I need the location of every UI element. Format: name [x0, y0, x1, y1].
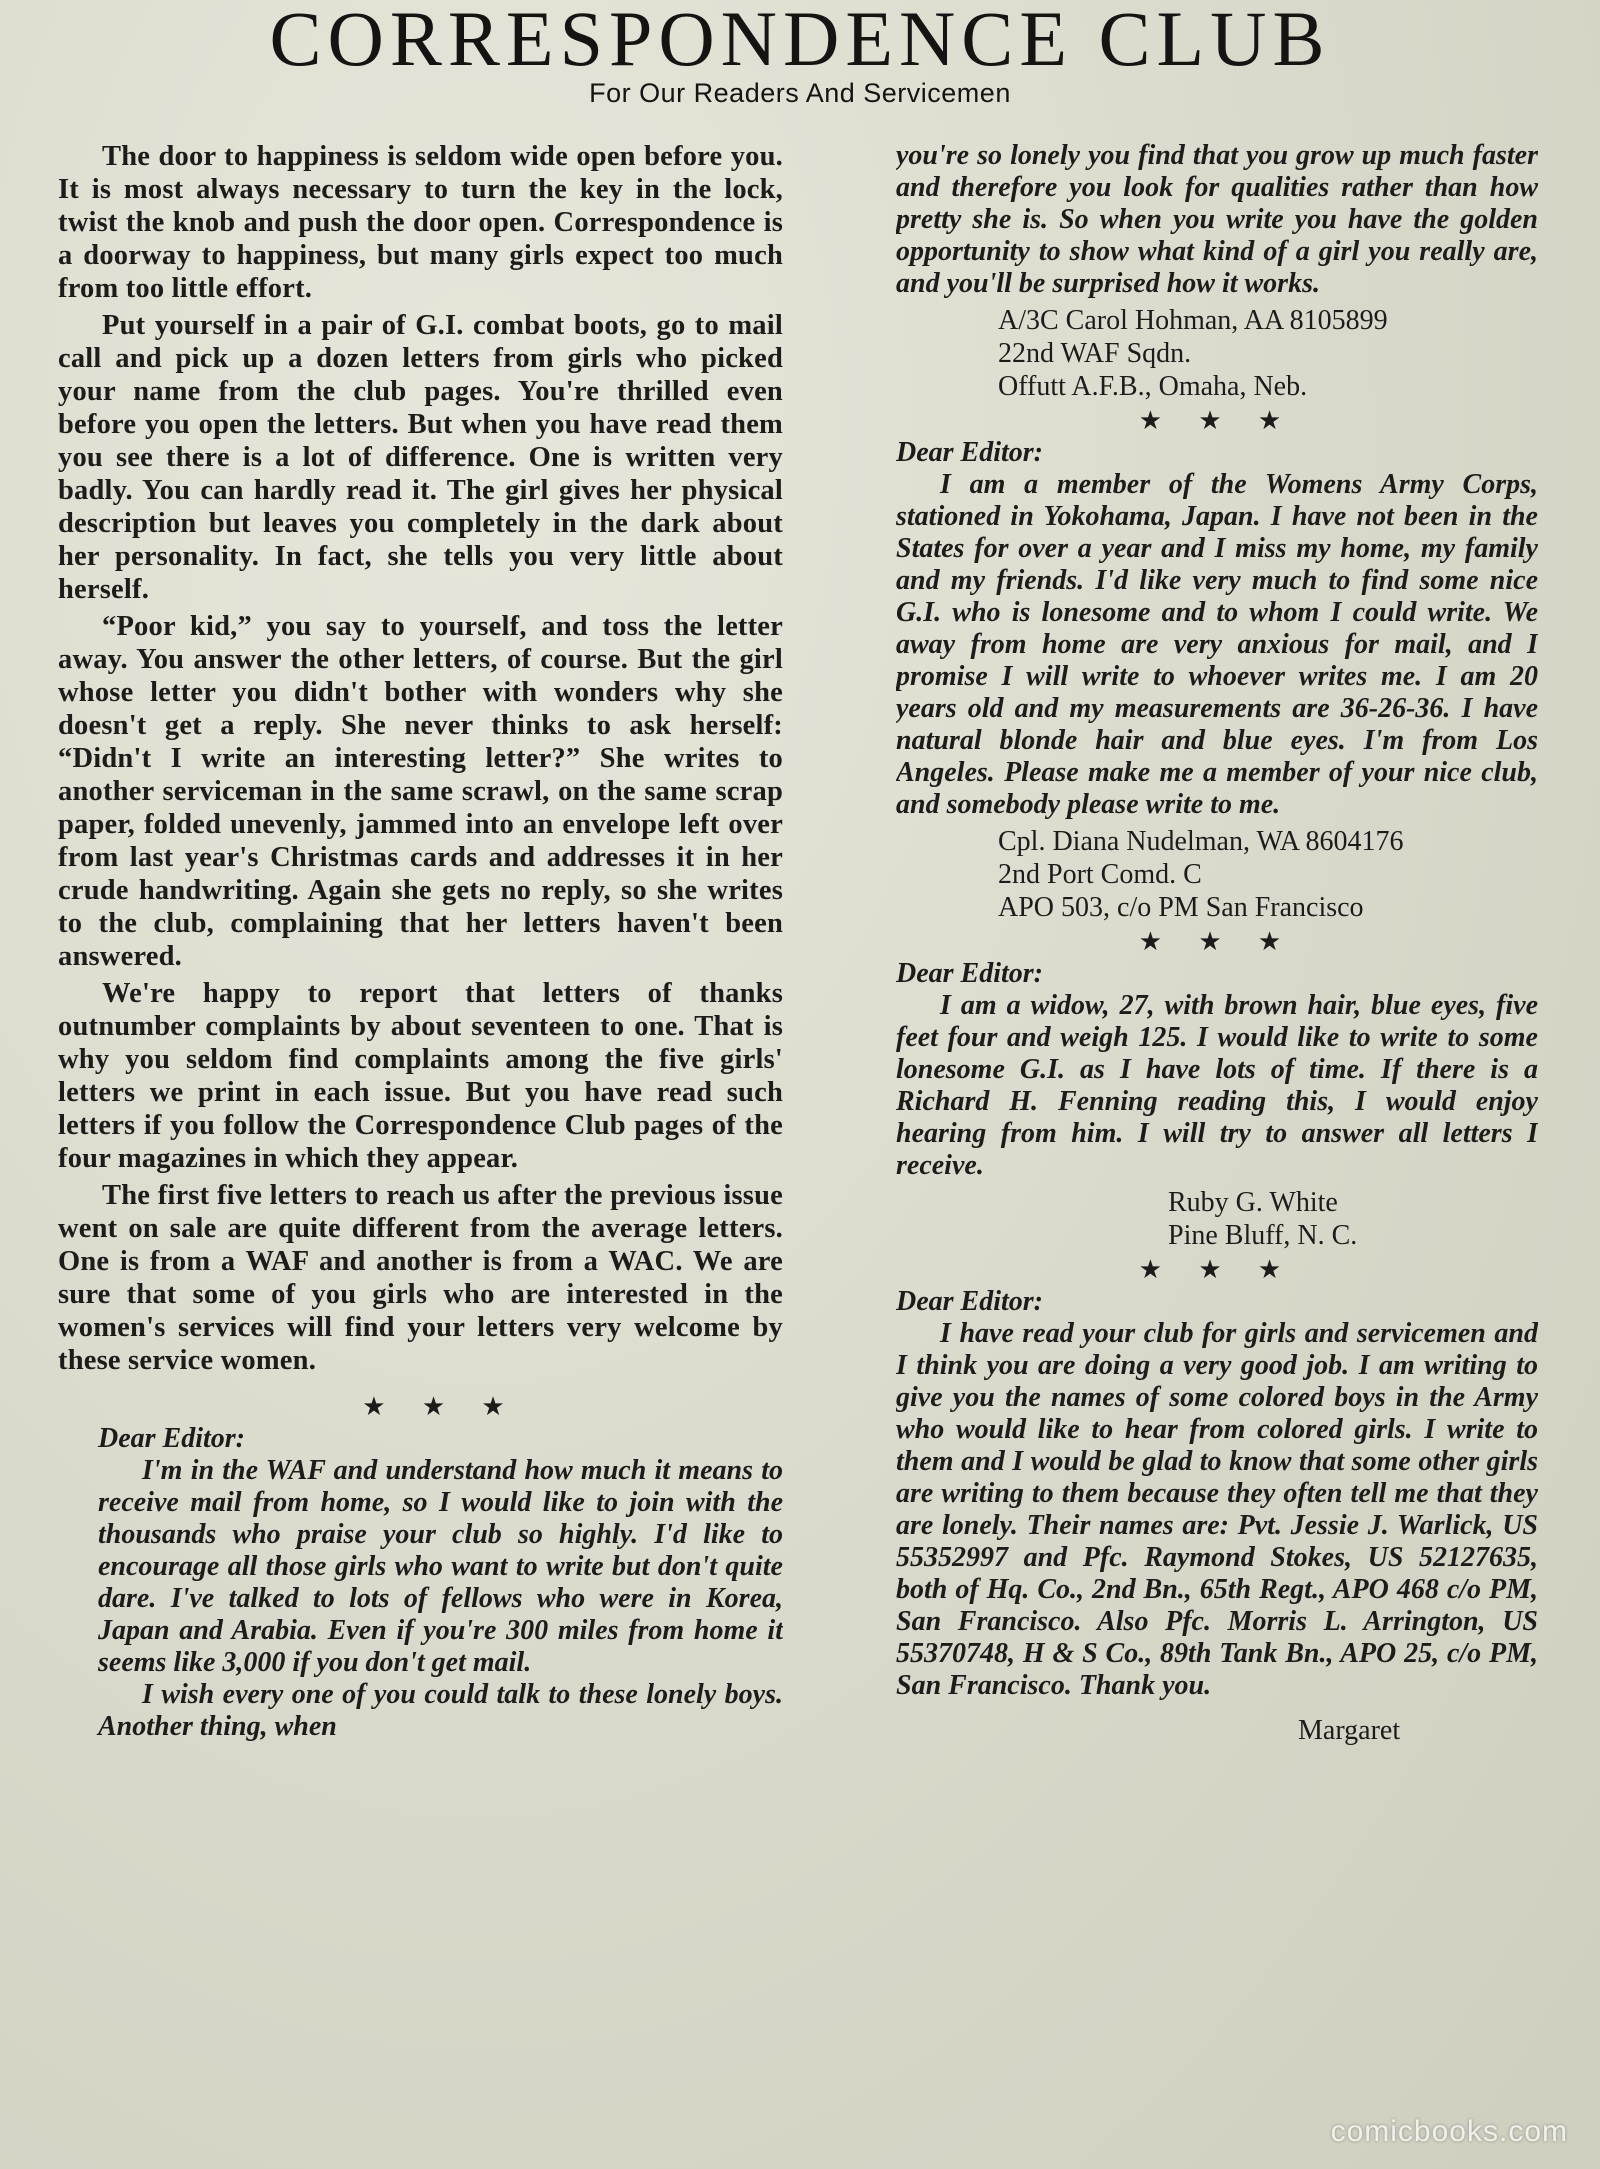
letter-greeting: Dear Editor: — [98, 1423, 245, 1454]
signature-line: Margaret — [1298, 1715, 1401, 1746]
section-divider-stars: ★ ★ ★ — [1138, 927, 1296, 957]
intro-paragraph: We're happy to report that letters of thanks outnumber complaints by about seventeen to one. That is why you seldom find complaints among the five girls' letters we print in each issue. But you have read such letters if you follow the Correspondence Club pages of the four magazines in which they appear. — [58, 978, 783, 1174]
signature-line: 2nd Port Comd. C — [998, 859, 1202, 890]
letter-paragraph: I have read your club for girls and servicemen and I think you are doing a very good job. I am writing to give you the names of some colored boys in the Army who would like to hear from colored girls. I write to them and I would be glad to know that some other girls are writing to them because they often tell me that they are lonely. Their names are: Pvt. Jessie J. Warlick, US 55352997 and Pfc. Raymond Stokes, US 52127635, both of Hq. Co., 2nd Bn., 65th Regt., APO 468 c/o PM, San Francisco. Also Pfc. Morris L. Arrington, US 55370748, H & S Co., 89th Tank Bn., APO 25, c/o PM, San Francisco. Thank you. — [896, 1318, 1538, 1701]
letter-paragraph: I am a widow, 27, with brown hair, blue eyes, five feet four and weigh 125. I would like to write to some lonesome G.I. as I have lots of time. If there is a Richard H. Fenning reading this, I would enjoy hearing from him. I will try to answer all letters I receive. — [896, 990, 1538, 1181]
letter-wac-diana — [896, 437, 1538, 821]
signature-block — [896, 304, 1538, 403]
page-title: CORRESPONDENCE CLUB — [269, 0, 1331, 82]
letter-paragraph: I'm in the WAF and understand how much it means to receive mail from home, so I would like to join with the thousands who praise your club so highly. I'd like to encourage all those girls who want to write but don't quite dare. I've talked to lots of fellows who were in Korea, Japan and Arabia. Even if you're 300 miles from home it seems like 3,000 if you don't get mail. — [98, 1455, 783, 1678]
letter-greeting: Dear Editor: — [896, 437, 1043, 468]
left-column — [58, 140, 783, 2105]
signature-block — [896, 1186, 1538, 1252]
editorial-intro — [58, 140, 783, 1377]
letter-ruby — [896, 958, 1538, 1182]
section-divider-stars: ★ ★ ★ — [1138, 1255, 1296, 1285]
signature-line: Cpl. Diana Nudelman, WA 8604176 — [998, 826, 1404, 857]
intro-paragraph: “Poor kid,” you say to yourself, and toss the letter away. You answer the other letters, of course. But the girl whose letter you didn't bother with wonders why she doesn't get a reply. She never thinks to ask herself: “Didn't I write an interesting letter?” She writes to another serviceman in the same scrawl, on the same scrap paper, folded unevenly, jammed into an envelope left over from last year's Christmas cards and addresses it in her crude handwriting. Again she gets no reply, so she writes to the club, complaining that her letters haven't been answered. — [58, 611, 783, 972]
signature-line: APO 503, c/o PM San Francisco — [998, 892, 1364, 923]
letter-wac-carol — [98, 1423, 783, 1743]
section-divider-stars: ★ ★ ★ — [362, 1392, 519, 1422]
signature-block — [896, 1714, 1538, 1747]
letter-paragraph: you're so lonely you find that you grow up much faster and therefore you look for qualities rather than how pretty she is. So when you write you have the golden opportunity to show what kind of a girl you really are, and you'll be surprised how it works. — [896, 140, 1538, 299]
signature-line: Offutt A.F.B., Omaha, Neb. — [998, 371, 1308, 402]
watermark: comicbooks.com — [1330, 2115, 1568, 2148]
right-column — [896, 140, 1538, 2105]
page-subtitle: For Our Readers And Servicemen — [589, 78, 1011, 108]
signature-line: 22nd WAF Sqdn. — [998, 338, 1192, 369]
intro-paragraph: Put yourself in a pair of G.I. combat boots, go to mail call and pick up a dozen letters from girls who picked your name from the club pages. You're thrilled even before you open the letters. But when you have read them you see there is a lot of difference. One is written very badly. You can hardly read it. The girl gives her physical description but leaves you completely in the dark about her personality. In fact, she tells you very little about herself. — [58, 310, 783, 605]
letter-greeting: Dear Editor: — [896, 1286, 1043, 1317]
intro-paragraph: The door to happiness is seldom wide open before you. It is most always necessary to turn the key in the lock, twist the knob and push the door open. Correspondence is a doorway to happiness, but many girls expect too much from too little effort. — [58, 141, 783, 304]
signature-line: A/3C Carol Hohman, AA 8105899 — [998, 305, 1388, 336]
signature-block — [896, 825, 1538, 924]
intro-paragraph: The first five letters to reach us after the previous issue went on sale are quite different from the average letters. One is from a WAF and another is from a WAC. We are sure that some of you girls who are interested in the women's services will find your letters very welcome by these service women. — [58, 1180, 783, 1376]
letter-continued — [896, 140, 1538, 300]
letter-margaret — [896, 1286, 1538, 1702]
letter-paragraph: I am a member of the Womens Army Corps, stationed in Yokohama, Japan. I have not been in the States for over a year and I miss my home, my family and my friends. I'd like very much to find some nice G.I. who is lonesome and to whom I could write. We away from home are very anxious for mail, and I promise I will write to whoever writes me. I am 20 years old and my measurements are 36-26-36. I have natural blonde hair and blue eyes. I'm from Los Angeles. Please make me a member of your nice club, and somebody please write to me. — [896, 469, 1538, 820]
section-divider-stars: ★ ★ ★ — [1138, 406, 1296, 436]
signature-line: Ruby G. White — [1168, 1187, 1338, 1218]
signature-line: Pine Bluff, N. C. — [1168, 1220, 1358, 1251]
letter-paragraph: I wish every one of you could talk to these lonely boys. Another thing, when — [98, 1679, 783, 1742]
letter-greeting: Dear Editor: — [896, 958, 1043, 989]
